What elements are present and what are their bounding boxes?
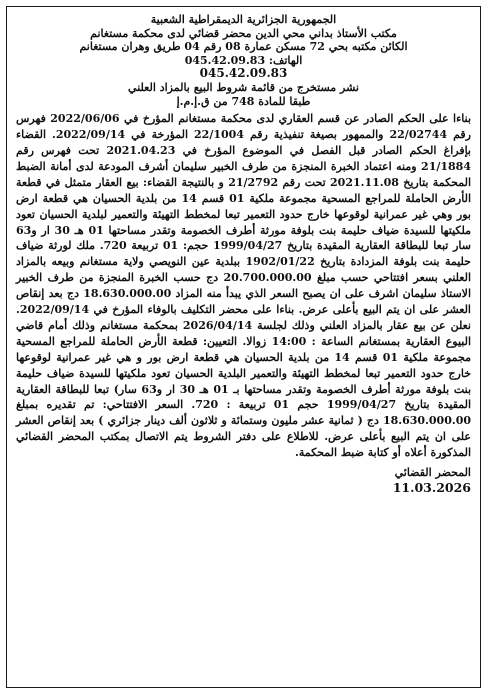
legal-reference: طبقا للمادة 748 من ق.إ.م.إ — [176, 94, 311, 108]
notice-paragraph: بناءا على الحكم الصادر عن قسم العقاري لدى محكمة مستغانم المؤرخ في 2022/06/06 فهرس رقم 22/02744 والممهور بصيغة تنفيذية رقم 22/1004 المؤرخة في 2022/09/14. القضاء بإفراغ الحكم الصادر قبل الفصل في الموضوع المؤرخ في 2021.04.23 تحت فهرس رقم 21/1884 ومنه اعتماد الخبرة المنجزة من طرف الخبير سليمان أشرف المودعة لدى أمانة الضبط المحكمة بتاريخ 2021.11.08 تحت رقم 21/2792 و بالنتيجة القضاء: بيع العقار متمثل في قطعة الأرض الحاملة للمراجع المسحية مجموعة ملكية 01 قسم 14 من بلدية الحسيان هي قطعة ارض بور وهي غير عمرانية لوقوعها خارج حدود التعمير تبعا لمخطط التهيئة والتعمير لبلدية الحسيان تعود ملكيتها للسيدة ضياف حليمة بنت بلوفة مورثة أطرف الخصومة وتقدر مساحتها 01 هـ 30 ار و63 سار تبعا للبطاقة العقارية المقيدة بتاريخ 1999/04/27 حجم: 01 تربيعة 720. ملك لورثة ضياف حليمة بنت بلوفة المزدادة بتاريخ 1902/01/22 ببلدية عين النويصي ولاية مستغانم وبيعه بالمزاد العلني بسعر افتتاحي حسب مبلغ 20.700.000.00 دج حسب الخبرة المنجزة من طرف الخبير الاستاذ سليمان اشرف على ان يصبح السعر الذي يبدأ منه المزاد 18.630.000.00 دج بعد إنقاص العشر على ان يتم البيع بأعلى عرض. بناءا على محضر التكليف بالوفاء المؤرخ في 2022/09/14. نعلن عن بيع عقار بالمزاد العلني وذلك لجلسة 2026/04/14 بمحكمة مستغانم وذلك أمام قاضي البيوع العقارية بمستغانم الساعة : 14:00 زوالا. التعيين: قطعة الأرض الحاملة للمراجع المسحية مجموعة ملكية 01 قسم 14 من بلدية الحسيان هي قطعة ارض بور و هي غير عمرانية لوقوعها خارج حدود التعمير تبعا لمخطط التهيئة والتعمير البلدية الحسيان تعود ملكيتها للسيدة ضياف حليمة بنت بلوفة مورثة أطرف الخصومة وتقدر مساحتها بـ 01 هـ 30 ار و63 سار) تبعا للبطاقة العقارية المقيدة بتاريخ 1999/04/27 حجم 01 تربيعة : 720. السعر الافتتاحي: تم تقديره بمبلغ 18.630.000.00 دج ( ثمانية عشر مليون وستمائة و ثلاثون ألف دينار جزائري ) بعد إنقاص العشر على ان يتم البيع بأعلى عرض. للاطلاع على دفتر الشروط يتم الاتصال بمكتب المحضر القضائي المذكورة أعلاه أو كتابة ضبط المحكمة. — [16, 112, 472, 460]
country-title: الجمهورية الجزائرية الديمقراطية الشعبية — [150, 13, 337, 26]
office-name: مكتب الأستاذ بداني محي الدين محضر قضائي لدى محكمة مستغانم — [90, 26, 397, 40]
phone-label: الهاتف: 045.42.09.83 — [184, 53, 303, 67]
phone-number: 045.42.09.83 — [199, 66, 288, 81]
office-address: الكائن مكتبه بحي 72 مسكن عمارة 08 رقم 04 طريق وهران مستغانم — [79, 40, 408, 54]
signature-title: المحضر القضائي — [394, 466, 471, 480]
signature-date: 11.03.2026 — [392, 480, 471, 496]
notice-title: نشر مستخرج من قائمة شروط البيع بالمزاد العلني — [128, 80, 359, 94]
notice-body — [16, 111, 471, 461]
notice-header — [16, 13, 471, 108]
signature-block — [16, 465, 471, 495]
legal-notice — [6, 6, 481, 688]
